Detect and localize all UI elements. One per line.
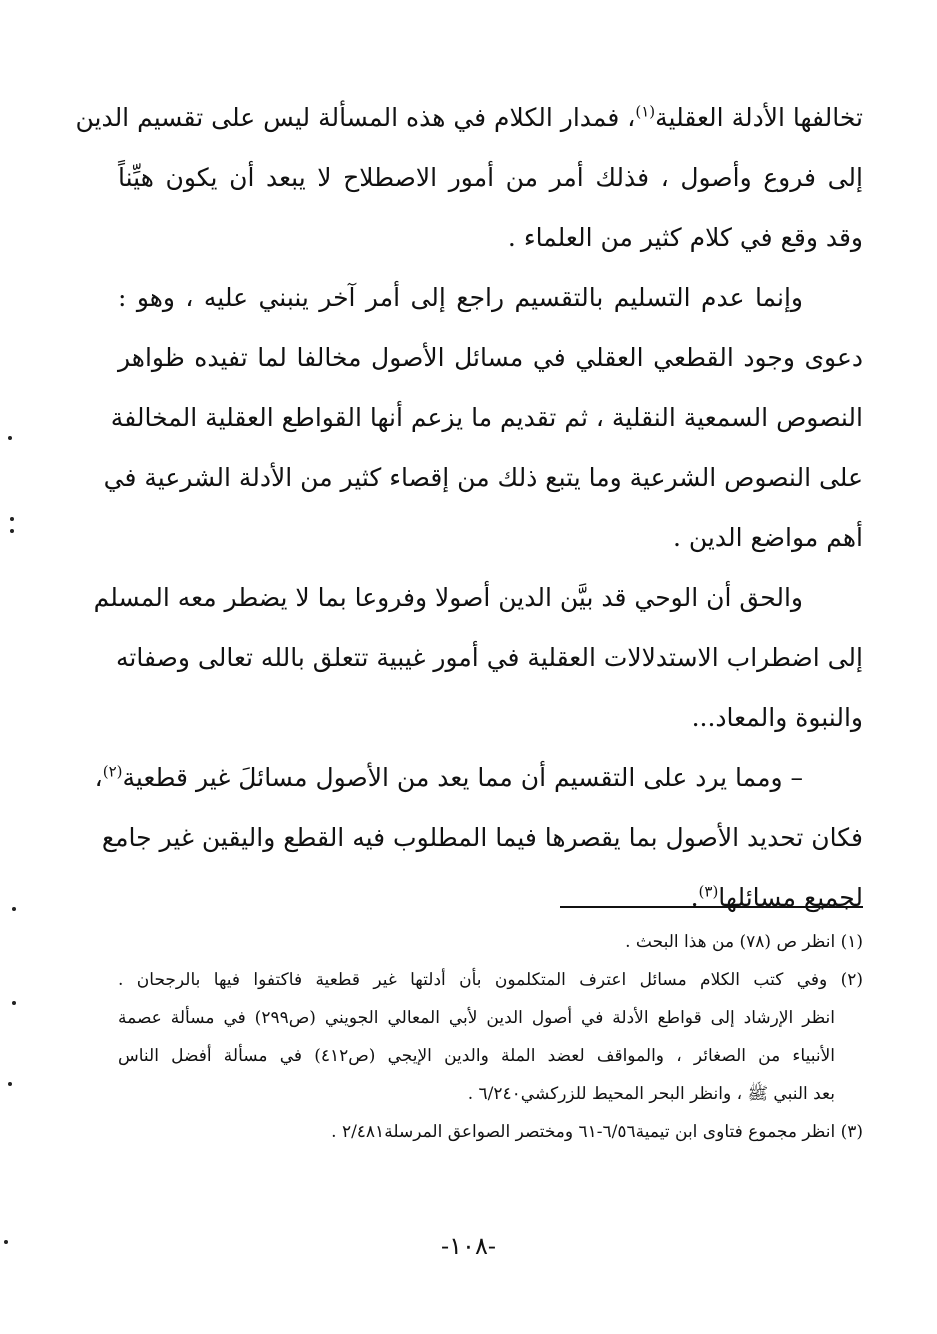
page-number: -١٠٨-	[441, 1232, 496, 1260]
text-line: إلى اضطراب الاستدلالات العقلية في أمور غيبية تتعلق بالله تعالى وصفاته	[116, 643, 863, 672]
text-line: فكان تحديد الأصول بما يقصرها فيما المطلوب فيه القطع واليقين غير جامع	[101, 823, 863, 852]
footnote-ref[interactable]: (١)	[635, 102, 656, 121]
text-line: أهم مواضع الدين .	[672, 523, 863, 552]
text-line: والنبوة والمعاد...	[691, 703, 863, 732]
text-line: على النصوص الشرعية وما يتبع ذلك من إقصاء كثير من الأدلة الشرعية في	[103, 463, 863, 492]
text-line: دعوى وجود القطعي العقلي في مسائل الأصول مخالفا لما تفيده ظواهر	[118, 343, 863, 372]
footnote-line: انظر الإرشاد إلى قواطع الأدلة في أصول الدين لأبي المعالي الجويني (ص٢٩٩) في مسألة عصمة	[118, 1008, 835, 1028]
footnote-line: (٣) انظر مجموع فتاوى ابن تيمية٦/٥٦-٦١ ومختصر الصواعق المرسلة٢/٤٨١ .	[331, 1122, 863, 1142]
scan-speck	[4, 1240, 8, 1244]
text-line: والحق أن الوحي قد بيَّن الدين أصولا وفروعا بما لا يضطر معه المسلم	[93, 583, 803, 612]
text-line: تخالفها الأدلة العقلية$^{(١)}$، فمدار الكلام في هذه المسألة ليس على تقسيم الدين	[75, 102, 863, 132]
scan-speck	[8, 436, 12, 440]
main-text	[75, 88, 863, 928]
text-line: إلى فروع وأصول ، فذلك أمر من أمور الاصطلاح لا يبعد أن يكون هيِّناً	[118, 163, 863, 192]
footnote-line: الأنبياء من الصغائر ، والمواقف لعضد الملة والدين الإيجي (ص٤١٢) في مسألة أفضل الناس	[118, 1046, 835, 1066]
text-line: لجميع مسائلها$^{(٣)}$.	[690, 882, 863, 912]
footnote-line: (٢) وفي كتب الكلام مسائل اعترف المتكلمون بأن أدلتها غير قطعية فاكتفوا فيها بالرجحان .	[118, 970, 863, 990]
text-line: النصوص السمعية النقلية ، ثم تقديم ما يزعم أنها القواطع العقلية المخالفة	[110, 403, 863, 432]
footnote-line: بعد النبي ﷺ ، وانظر البحر المحيط للزركشي٦/٢٤٠ .	[467, 1084, 835, 1104]
scan-speck	[10, 529, 14, 533]
footnote-line: (١) انظر ص (٧٨) من هذا البحث .	[625, 932, 863, 952]
footnote-ref[interactable]: (٣)	[698, 882, 719, 901]
footnote-separator	[560, 906, 863, 908]
scan-speck	[8, 1082, 12, 1086]
footnotes	[118, 923, 863, 1151]
text-line: وإنما عدم التسليم بالتقسيم راجع إلى أمر آخر ينبني عليه ، وهو :	[118, 283, 803, 312]
text-line: وقد وقع في كلام كثير من العلماء .	[507, 223, 863, 252]
scan-speck	[12, 1001, 16, 1005]
text-line: – ومما يرد على التقسيم أن مما يعد من الأصول مسائلَ غير قطعية$^{(٢)}$،	[94, 762, 803, 792]
scan-speck	[10, 517, 14, 521]
scan-speck	[12, 907, 16, 911]
footnote-ref[interactable]: (٢)	[102, 762, 123, 781]
